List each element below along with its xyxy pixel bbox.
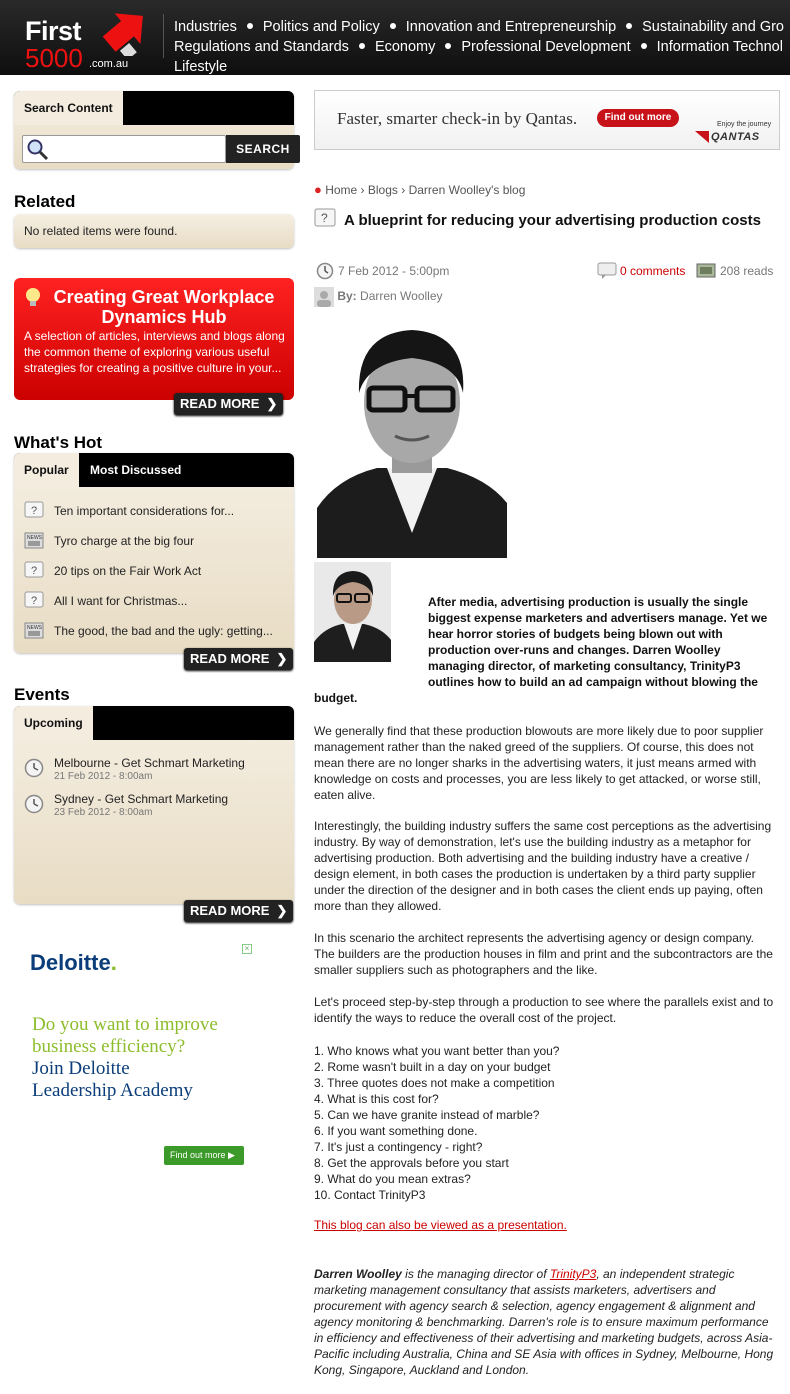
page-title: A blueprint for reducing your advertising production costs bbox=[344, 212, 761, 229]
search-panel bbox=[14, 91, 294, 169]
list-item: 6. If you want something done. bbox=[314, 1124, 478, 1138]
nav-sustainability[interactable]: Sustainability and Gro bbox=[642, 19, 784, 35]
list-item-text[interactable]: All I want for Christmas... bbox=[54, 594, 188, 608]
list-item-text[interactable]: Ten important considerations for... bbox=[54, 504, 235, 518]
qantas-slogan: Enjoy the journey bbox=[717, 121, 772, 128]
article-meta bbox=[314, 262, 776, 280]
comment-icon bbox=[597, 262, 617, 280]
author-name[interactable]: Darren Woolley bbox=[360, 289, 443, 304]
play-icon: ▶ bbox=[228, 1150, 235, 1160]
author-photo-large bbox=[317, 308, 507, 558]
list-item: 9. What do you mean extras? bbox=[314, 1172, 471, 1186]
logo-domain: .com.au bbox=[89, 58, 129, 70]
list-item: 8. Get the approvals before you start bbox=[314, 1156, 509, 1170]
event-name[interactable]: Melbourne - Get Schmart Marketing bbox=[54, 756, 245, 770]
question-icon bbox=[24, 501, 44, 521]
logo-number: 5000 bbox=[25, 43, 83, 73]
bio-text: is the managing director of bbox=[401, 1267, 550, 1281]
hub-read-more-button[interactable] bbox=[174, 393, 283, 415]
ad-cta-label: Find out more bbox=[170, 1150, 226, 1160]
related-heading: Related bbox=[14, 192, 76, 211]
site-logo[interactable] bbox=[22, 6, 152, 72]
qantas-ad-text: Faster, smarter check-in by Qantas. bbox=[337, 109, 578, 128]
qantas-find-out-more-button[interactable]: Find out more bbox=[597, 109, 679, 127]
list-item-text[interactable]: 20 tips on the Fair Work Act bbox=[54, 564, 202, 578]
news-icon bbox=[24, 531, 44, 551]
svg-text:?: ? bbox=[321, 211, 328, 225]
whats-hot-panel bbox=[14, 453, 294, 653]
svg-text:?: ? bbox=[31, 505, 38, 517]
reads-count: 208 reads bbox=[720, 264, 774, 278]
clock-icon bbox=[24, 794, 44, 814]
nav-separator bbox=[390, 23, 396, 29]
question-icon bbox=[24, 591, 44, 611]
search-button[interactable]: SEARCH bbox=[226, 135, 300, 163]
tab-upcoming[interactable]: Upcoming bbox=[14, 706, 93, 740]
list-item: 1. Who knows what you want better than you? bbox=[314, 1044, 560, 1058]
article-steps-list bbox=[314, 1043, 559, 1203]
chevron-right-icon: ❯ bbox=[276, 651, 288, 666]
list-item-text[interactable]: Tyro charge at the big four bbox=[54, 534, 195, 548]
svg-text:?: ? bbox=[31, 565, 38, 577]
related-empty-text: No related items were found. bbox=[24, 224, 178, 238]
list-item: 2. Rome wasn't built in a day on your budget bbox=[314, 1060, 551, 1074]
event-name[interactable]: Sydney - Get Schmart Marketing bbox=[54, 792, 229, 806]
by-label: By: bbox=[337, 289, 357, 304]
tab-popular[interactable]: Popular bbox=[14, 453, 79, 487]
avatar bbox=[314, 287, 334, 307]
list-item-text[interactable]: The good, the bad and the ugly: getting... bbox=[54, 624, 273, 638]
kangaroo-icon bbox=[695, 131, 709, 143]
svg-text:NEWS: NEWS bbox=[27, 535, 42, 541]
question-icon bbox=[24, 561, 44, 581]
ad-headline-line: Leadership Academy bbox=[32, 1080, 193, 1101]
chevron-right-icon: ❯ bbox=[266, 396, 278, 411]
nav-separator bbox=[626, 23, 632, 29]
qantas-ad[interactable] bbox=[314, 90, 780, 150]
header-divider bbox=[163, 14, 164, 58]
whats-hot-heading: What's Hot bbox=[14, 433, 103, 452]
arrow-logo-icon bbox=[94, 6, 152, 56]
nav-it[interactable]: Information Technol bbox=[656, 39, 783, 55]
comments-link[interactable]: 0 comments bbox=[620, 264, 686, 278]
author-bio bbox=[314, 1266, 776, 1378]
events-panel bbox=[14, 706, 294, 904]
breadcrumb-home[interactable]: Home bbox=[325, 183, 358, 197]
hub-promo[interactable] bbox=[14, 278, 294, 400]
trinityp3-link[interactable]: TrinityP3 bbox=[549, 1267, 597, 1281]
search-tabbar bbox=[14, 91, 294, 125]
hub-description: A selection of articles, interviews and blogs along the common theme of exploring various useful strategies for creating a positive culture in your... bbox=[24, 329, 285, 375]
events-heading: Events bbox=[14, 685, 70, 704]
news-icon bbox=[24, 621, 44, 641]
chevron-right-icon: ❯ bbox=[276, 903, 288, 918]
search-tab: Search Content bbox=[14, 91, 123, 125]
read-more-label: READ MORE bbox=[180, 396, 260, 411]
hot-read-more-button[interactable] bbox=[184, 648, 293, 670]
logo-first: First bbox=[25, 16, 82, 46]
breadcrumb-current[interactable]: Darren Woolley's blog bbox=[408, 183, 526, 197]
map-pin-icon: ● bbox=[314, 182, 322, 197]
hub-title[interactable]: Creating Great Workplace Dynamics Hub bbox=[53, 287, 275, 327]
breadcrumb-blogs[interactable]: Blogs bbox=[367, 183, 398, 197]
related-panel bbox=[14, 214, 294, 248]
article-paragraph: Interestingly, the building industry suffers the same cost perceptions as the advertising industry. By way of demonstration, let's use the building industry as a metaphor for advertising production. Both advertising and the building industry have a creative / design element, in both cases the production is undertaken by a third party supplier under the direction of the designer and in both cases the client ends up paying, often more than they allowed. bbox=[314, 819, 772, 913]
article-paragraph: Let's proceed step-by-step through a production to see where the parallels exist and to identify the ways to reduce the overall cost of the project. bbox=[314, 995, 774, 1025]
nav-regulations[interactable]: Regulations and Standards bbox=[174, 39, 349, 55]
qantas-logo: QANTAS bbox=[711, 131, 760, 143]
list-item: 10. Contact TrinityP3 bbox=[314, 1188, 426, 1202]
breadcrumb: ● Home › Blogs › Darren Woolley's blog bbox=[314, 182, 526, 197]
article-date: 7 Feb 2012 - 5:00pm bbox=[338, 264, 450, 278]
event-date: 23 Feb 2012 - 8:00am bbox=[54, 807, 153, 818]
lead-spacer bbox=[314, 594, 428, 680]
reads-icon bbox=[696, 263, 716, 278]
ad-headline-2 bbox=[32, 1058, 193, 1102]
list-item: 3. Three quotes does not make a competition bbox=[314, 1076, 555, 1090]
article-lead bbox=[314, 594, 774, 706]
lead-text: After media, advertising production is usually the single biggest expense marketers and advertisers manage. Yet we hear horror stories of budgets being blown out with production over-runs and changes. Darren Woolley managing director, of marketing consultancy, TrinityP3 outlines how to build an ad campaign without blowing the budget. bbox=[314, 595, 768, 705]
nav-industries[interactable]: Industries bbox=[174, 19, 237, 35]
nav-separator bbox=[359, 43, 365, 49]
deloitte-dot-icon: . bbox=[110, 950, 117, 975]
nav-innovation[interactable]: Innovation and Entrepreneurship bbox=[405, 19, 617, 35]
presentation-link[interactable]: This blog can also be viewed as a presentation. bbox=[314, 1218, 567, 1232]
main-nav bbox=[174, 17, 790, 75]
whats-hot-tabbar bbox=[14, 453, 294, 487]
lightbulb-icon bbox=[24, 287, 42, 309]
list-item: 4. What is this cost for? bbox=[314, 1092, 439, 1106]
nav-economy[interactable]: Economy bbox=[374, 39, 436, 55]
events-read-more-button[interactable] bbox=[184, 900, 293, 922]
search-input[interactable] bbox=[22, 135, 226, 163]
list-item: 5. Can we have granite instead of marble? bbox=[314, 1108, 540, 1122]
bio-text: , an independent strategic marketing management consultancy that assists marketers, advertisers and procurement with agency search & selection, agency engagement & alignment and agency monitoring & benchmarking. Darren's role is to ensure maximum performance in efficiency and effectiveness of their advertising and marketing budgets, across Asia-Pacific including Australia, China and SE Asia with offices in Sydney, Melbourne, Hong Kong, Singapore, Auckland and London. bbox=[314, 1267, 774, 1377]
ad-find-out-more-button[interactable] bbox=[164, 1146, 244, 1165]
nav-politics[interactable]: Politics and Policy bbox=[262, 19, 380, 35]
ad-headline-line: business efficiency? bbox=[32, 1036, 186, 1057]
search-icon bbox=[26, 139, 50, 161]
read-more-label: READ MORE bbox=[190, 903, 270, 918]
read-more-label: READ MORE bbox=[190, 651, 270, 666]
bio-name: Darren Woolley bbox=[314, 1267, 402, 1281]
ad-headline-1 bbox=[32, 1014, 218, 1058]
ad-close-icon[interactable]: × bbox=[242, 944, 252, 954]
tab-most-discussed[interactable]: Most Discussed bbox=[90, 463, 182, 477]
nav-separator bbox=[445, 43, 451, 49]
events-tabbar bbox=[14, 706, 294, 740]
clock-icon bbox=[24, 758, 44, 778]
svg-text:?: ? bbox=[31, 595, 38, 607]
ad-headline-line: Join Deloitte bbox=[32, 1058, 130, 1079]
ad-headline-line: Do you want to improve bbox=[32, 1014, 218, 1035]
deloitte-brand: Deloitte bbox=[30, 950, 111, 975]
question-icon bbox=[314, 208, 336, 230]
nav-separator bbox=[641, 43, 647, 49]
event-date: 21 Feb 2012 - 8:00am bbox=[54, 771, 153, 782]
nav-professional[interactable]: Professional Development bbox=[461, 39, 631, 55]
byline bbox=[314, 287, 443, 307]
deloitte-ad[interactable] bbox=[14, 936, 256, 1178]
article-paragraph: We generally find that these production blowouts are more likely due to poor supplier management rather than the naked greed of the suppliers. Of course, this does not mean there are no longer sharks in the advertising waters, it just means armed with knowledge on costs and processes, you are less likely to get attacked, or worse still, eaten alive. bbox=[314, 724, 764, 802]
list-item: 7. It's just a contingency - right? bbox=[314, 1140, 483, 1154]
nav-separator bbox=[247, 23, 253, 29]
nav-lifestyle[interactable]: Lifestyle bbox=[174, 59, 228, 75]
article-paragraph: In this scenario the architect represents the advertising agency or design company. The builders are the production houses in film and print and the subcontractors are the smaller suppliers such as photographers and the like. bbox=[314, 931, 773, 977]
site-header bbox=[0, 0, 790, 75]
svg-text:NEWS: NEWS bbox=[27, 625, 42, 631]
clock-icon bbox=[316, 262, 334, 280]
deloitte-logo bbox=[30, 950, 117, 976]
